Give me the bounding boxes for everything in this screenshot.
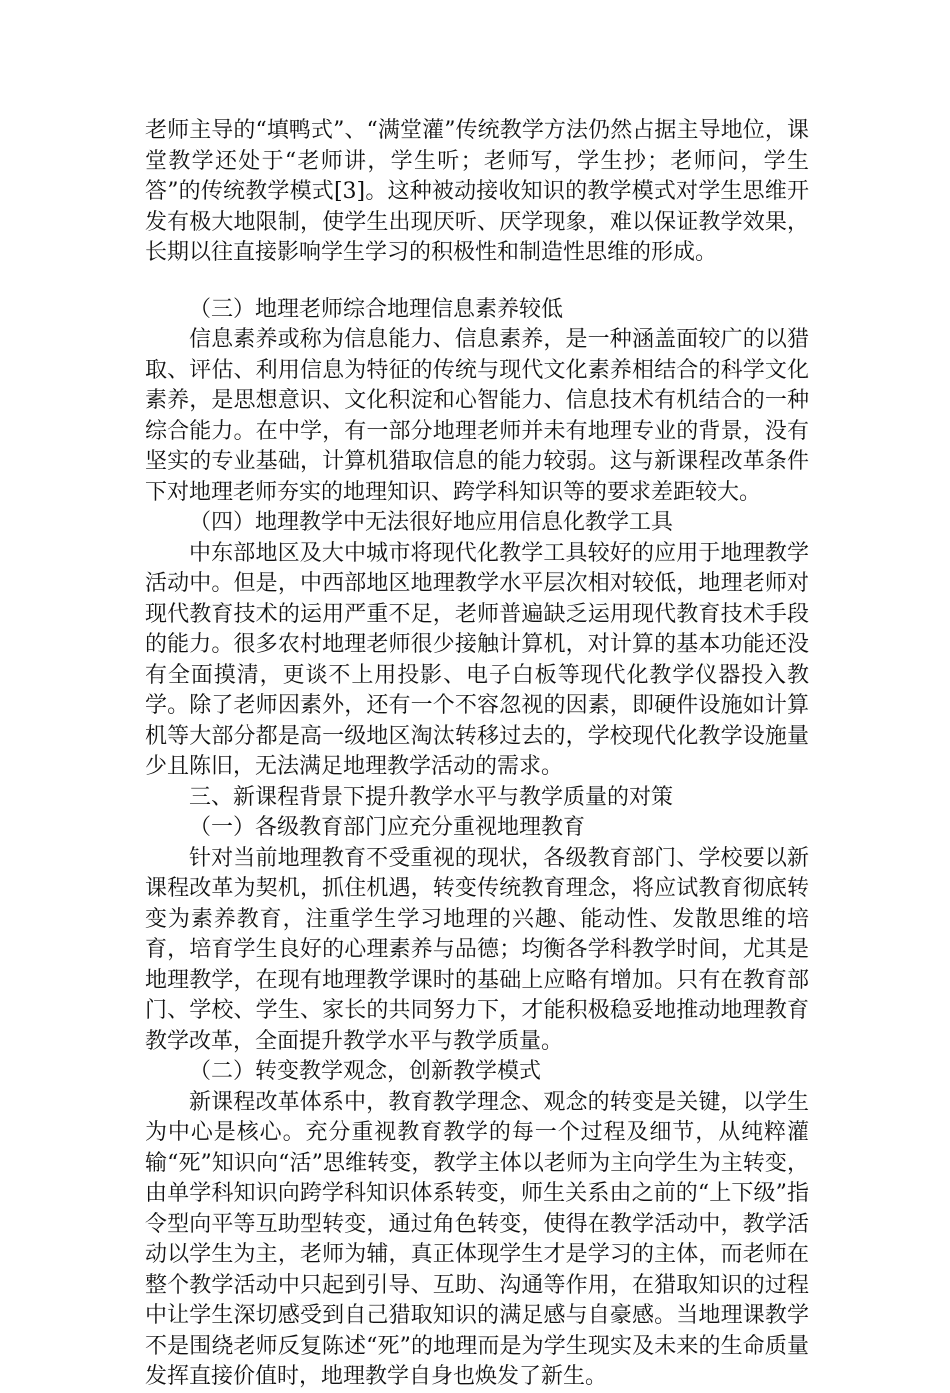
heading-section-three: 三、新课程背景下提升教学水平与教学质量的对策	[189, 784, 674, 810]
paragraph-information-tools: 中东部地区及大中城市将现代化教学工具较好的应用于地理教学活动中。但是，中西部地区地理教学水平层次相对较低，地理老师对现代教育技术的运用严重不足，老师普遍缺乏运用现代教育技术手段的能力。很多农村地理老师很少接触计算机，对计算的基本功能还没有全面摸清，更谈不上用投影、电子白板等现代化教学仪器投入教学。除了老师因素外，还有一个不容忽视的因素，即硬件设施如计算机等大部分都是高一级地区淘汰转移过去的，学校现代化教学设施量少且陈旧，无法满足地理教学活动的需求。	[145, 540, 809, 779]
paragraph-information-literacy: 信息素养或称为信息能力、信息素养，是一种涵盖面较广的以猎取、评估、利用信息为特征的传统与现代文化素养相结合的科学文化素养，是思想意识、文化积淀和心智能力、信息技术有机结合的一种综合能力。在中学，有一部分地理老师并未有地理专业的背景，没有坚实的专业基础，计算机猎取信息的能力较弱。这与新课程改革条件下对地理老师夯实的地理知识、跨学科知识等的要求差距较大。	[145, 327, 809, 505]
heading-information-literacy: （三）地理老师综合地理信息素养较低	[189, 296, 564, 322]
paragraph-teaching-concepts: 新课程改革体系中，教育教学理念、观念的转变是关键，以学生为中心是核心。充分重视教育教学的每一个过程及细节，从纯粹灌输“死”知识向“活”思维转变，教学主体以老师为主向学生为主转变，由单学科知识向跨学科知识体系转变，师生关系由之前的“上下级”指令型向平等互助型转变，通过角色转变，使得在教学活动中，教学活动以学生为主，老师为辅，真正体现学生才是学习的主体，而老师在整个教学活动中只起到引导、互助、沟通等作用，在猎取知识的过程中让学生深切感受到自己猎取知识的满足感与自豪感。当地理课教学不是围绕老师反复陈述“死”的地理而是为学生现实及未来的生命质量发挥直接价值时，地理教学自身也焕发了新生。	[145, 1089, 809, 1389]
heading-teaching-concepts: （二）转变教学观念，创新教学模式	[189, 1059, 542, 1084]
document-page	[145, 116, 809, 1393]
heading-information-tools: （四）地理教学中无法很好地应用信息化教学工具	[189, 510, 674, 535]
heading-education-departments: （一）各级教育部门应充分重视地理教育	[189, 815, 586, 840]
paragraph-teaching-mode: 老师主导的“填鸭式”、“满堂灌”传统教学方法仍然占据主导地位，课堂教学还处于“老师讲，学生听；老师写，学生抄；老师问，学生答”的传统教学模式[3]。这种被动接收知识的教学模式对学生思维开发有极大地限制，使学生出现厌听、厌学现象，难以保证教学效果，长期以往直接影响学生学习的积极性和制造性思维的形成。	[145, 118, 809, 265]
paragraph-education-departments: 针对当前地理教育不受重视的现状，各级教育部门、学校要以新课程改革为契机，抓住机遇，转变传统教育理念，将应试教育彻底转变为素养教育，注重学生学习地理的兴趣、能动性、发散思维的培育，培育学生良好的心理素养与品德；均衡各学科教学时间，尤其是地理教学，在现有地理教学课时的基础上应略有增加。只有在教育部门、学校、学生、家长的共同努力下，才能积极稳妥地推动地理教育教学改革，全面提升教学水平与教学质量。	[145, 845, 809, 1054]
paragraph-gap	[145, 269, 809, 295]
